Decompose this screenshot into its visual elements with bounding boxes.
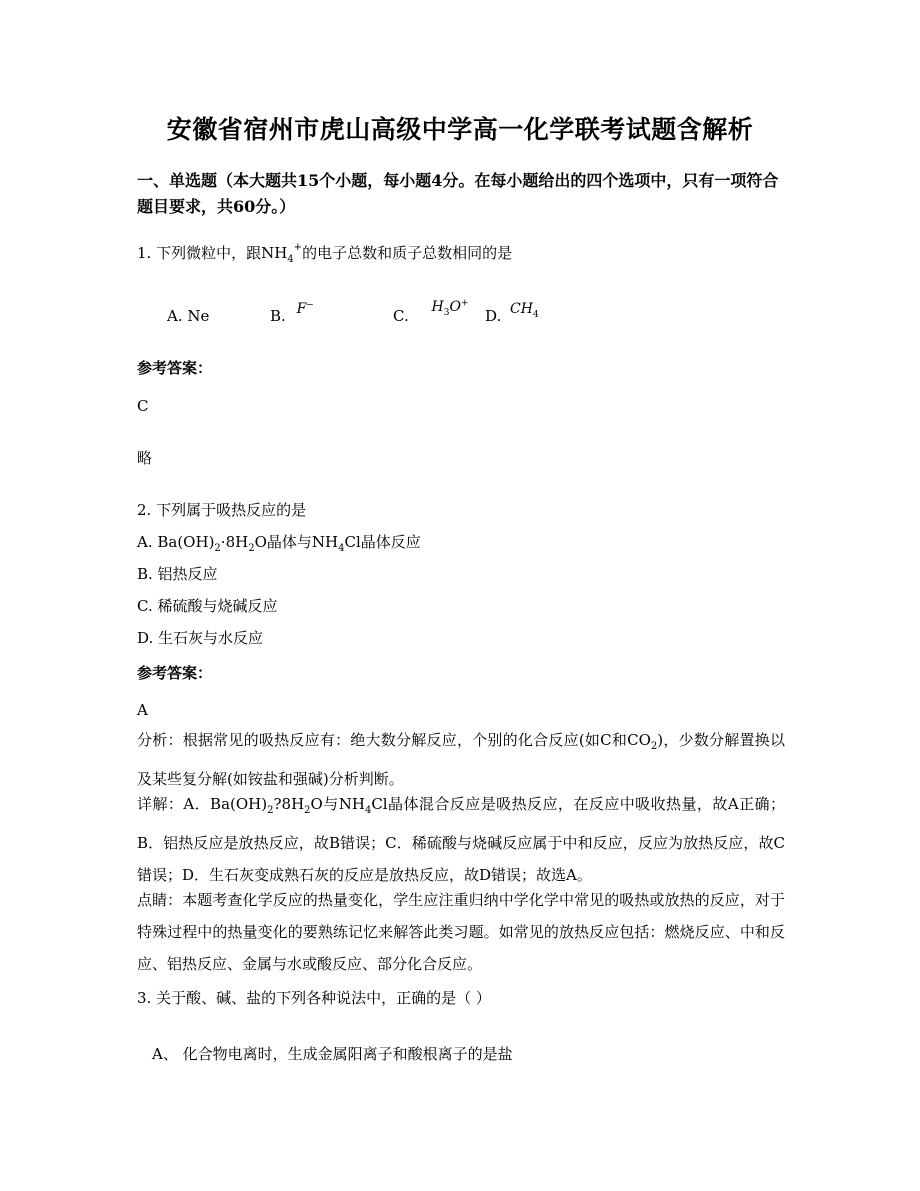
q1-stem-sup: + <box>293 242 303 253</box>
document-title: 安徽省宿州市虎山高级中学高一化学联考试题含解析 <box>166 115 754 144</box>
q1-option-c-formula: $H_3O^+$ <box>431 298 469 318</box>
q2-option-a: A. $Ba(OH)_2\cdot 8H_2O$晶体与$NH_4Cl$晶体反应 <box>137 533 421 554</box>
q1-option-c-label: C. <box>393 307 409 325</box>
section-heading: 一、单选题（本大题共15个小题，每小题4分。在每小题给出的四个选项中，只有一项符合题目要求，共60分。） <box>137 171 779 216</box>
q3-option-a: A、 化合物电离时，生成金属阳离子和酸根离子的是盐 <box>152 1045 513 1063</box>
q2-analysis: 分析：根据常见的吸热反应有：绝大数分解反应，个别的化合反应(如C和$CO_2$)，少数分解置换以及某些复分解(如铵盐和强碱)分析判断。 <box>137 731 786 788</box>
q2-answer-label: 参考答案： <box>137 664 213 682</box>
q1-explanation: 略 <box>137 449 153 467</box>
q1-option-b-label: B. <box>270 307 286 325</box>
question-2-stem: 2. 下列属于吸热反应的是 <box>137 501 307 519</box>
q1-option-c <box>393 298 469 328</box>
q1-option-a: A. Ne <box>167 307 210 325</box>
q1-stem-sub: 4 <box>287 254 294 265</box>
q2-option-d: D. 生石灰与水反应 <box>137 629 264 647</box>
q1-stem-text: 1. 下列微粒中，跟NH <box>137 244 288 262</box>
q1-option-d-label: D. <box>485 307 502 325</box>
q1-stem-text-2: 的电子总数和质子总数相同的是 <box>302 244 513 262</box>
q1-answer-label: 参考答案： <box>137 359 213 377</box>
q1-option-b-formula: F− <box>296 300 314 317</box>
q2-option-b: B. 铝热反应 <box>137 565 218 583</box>
q1-option-d-formula: $CH_4$ <box>510 301 539 320</box>
q2-answer: A <box>137 701 148 719</box>
question-3-stem: 3. 关于酸、碱、盐的下列各种说法中，正确的是（ ） <box>137 989 491 1007</box>
q2-point: 点睛：本题考查化学反应的热量变化，学生应注重归纳中学化学中常见的吸热或放热的反应，对于特殊过程中的热量变化的要熟练记忆来解答此类习题。如常见的放热反应包括：燃烧反应、中和反应、铝热反应、金属与水或酸反应、部分化合反应。 <box>137 891 785 973</box>
q1-option-d <box>485 301 539 328</box>
question-1-stem <box>137 242 512 265</box>
q2-detail: 详解：A．$Ba(OH)_2?8H_2O$与$NH_4Cl$晶体混合反应是吸热反应，在反应中吸收热量，故A正确；B．铝热反应是放热反应，故B错误；C．稀硫酸与烧碱反应属于中和反应，反应为放热反应，故C错误；D．生石灰变成熟石灰的反应是放热反应，故D错误；故选A。 <box>137 795 785 884</box>
q2-option-c: C. 稀硫酸与烧碱反应 <box>137 597 278 615</box>
q1-answer: C <box>137 397 149 415</box>
q1-option-b <box>270 300 314 325</box>
